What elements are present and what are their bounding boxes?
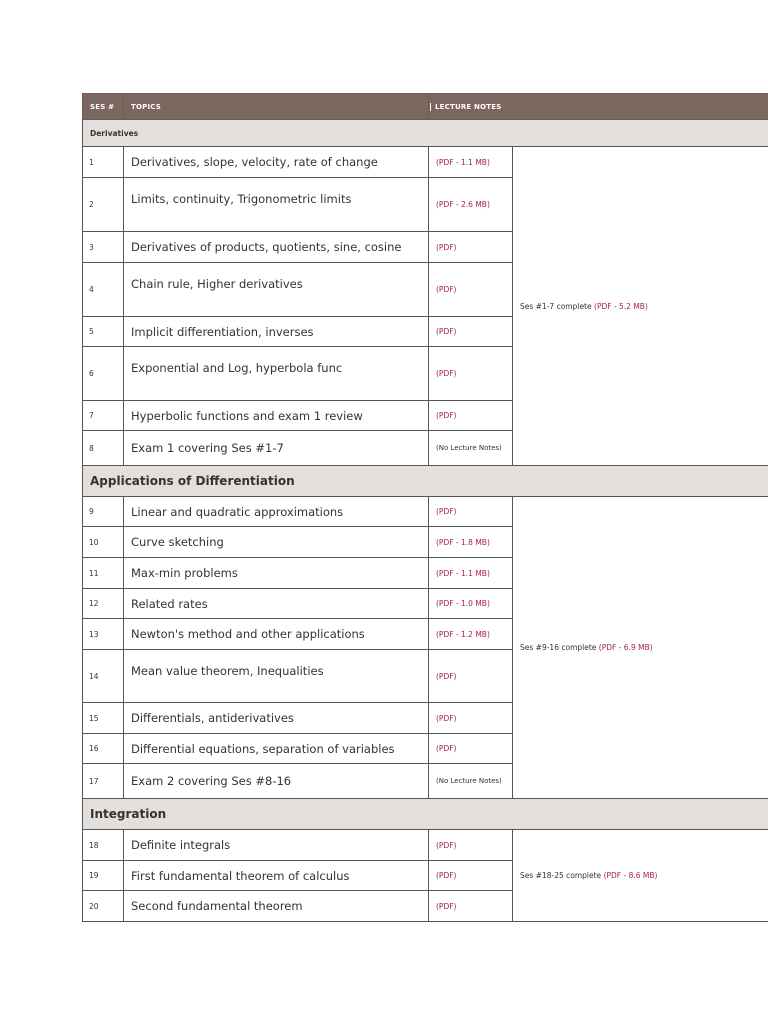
lecture-notes-link[interactable]: (PDF) xyxy=(429,317,513,347)
table-row xyxy=(83,497,768,527)
table-header-row xyxy=(83,94,768,120)
header-topics: TOPICS xyxy=(124,94,429,120)
session-number: 12 xyxy=(83,589,124,619)
section-summary xyxy=(513,830,768,922)
session-topic: Exponential and Log, hyperbola func xyxy=(124,347,429,401)
session-topic: Linear and quadratic approximations xyxy=(124,497,429,527)
session-topic: Exam 1 covering Ses #1-7 xyxy=(124,431,429,466)
session-number: 1 xyxy=(83,147,124,178)
session-topic: Chain rule, Higher derivatives xyxy=(124,263,429,317)
table-row xyxy=(83,830,768,861)
session-number: 5 xyxy=(83,317,124,347)
lecture-notes-link[interactable]: (PDF) xyxy=(429,703,513,734)
lecture-notes-link[interactable]: (PDF) xyxy=(429,263,513,317)
session-topic: Related rates xyxy=(124,589,429,619)
session-topic: Newton's method and other applications xyxy=(124,619,429,650)
lecture-notes-link[interactable]: (PDF) xyxy=(429,232,513,263)
summary-text: Ses #9-16 complete xyxy=(520,643,597,652)
section-summary xyxy=(513,147,768,466)
lecture-notes-link[interactable]: (PDF - 1.1 MB) xyxy=(429,558,513,589)
summary-pdf-link[interactable]: (PDF - 8.6 MB) xyxy=(603,871,658,880)
table-row xyxy=(83,147,768,178)
lecture-notes-link[interactable]: (PDF - 1.2 MB) xyxy=(429,619,513,650)
session-number: 7 xyxy=(83,401,124,431)
header-ses: SES # xyxy=(83,94,124,120)
session-topic: Curve sketching xyxy=(124,527,429,558)
lecture-notes-link[interactable]: (PDF - 1.8 MB) xyxy=(429,527,513,558)
summary-pdf-link[interactable]: (PDF - 5.2 MB) xyxy=(594,301,648,311)
session-number: 17 xyxy=(83,764,124,799)
lecture-notes-link[interactable]: (PDF) xyxy=(429,650,513,703)
section-row-integration xyxy=(83,799,768,830)
session-topic: Definite integrals xyxy=(124,830,429,861)
session-topic: Hyperbolic functions and exam 1 review xyxy=(124,401,429,431)
session-number: 6 xyxy=(83,347,124,401)
session-topic: Differentials, antiderivatives xyxy=(124,703,429,734)
session-topic: Implicit differentiation, inverses xyxy=(124,317,429,347)
summary-text: Ses #1-7 complete xyxy=(520,301,592,311)
session-number: 3 xyxy=(83,232,124,263)
lecture-notes-table xyxy=(82,93,768,922)
header-blank xyxy=(513,94,768,120)
section-row-applications xyxy=(83,466,768,497)
session-topic: Limits, continuity, Trigonometric limits xyxy=(124,178,429,232)
session-number: 13 xyxy=(83,619,124,650)
session-number: 2 xyxy=(83,178,124,232)
lecture-notes-link[interactable]: (PDF - 2.6 MB) xyxy=(429,178,513,232)
lecture-notes-link[interactable]: (PDF - 1.0 MB) xyxy=(429,589,513,619)
lecture-notes-link[interactable]: (PDF) xyxy=(429,891,513,922)
session-number: 4 xyxy=(83,263,124,317)
session-number: 15 xyxy=(83,703,124,734)
session-number: 20 xyxy=(83,891,124,922)
summary-pdf-link[interactable]: (PDF - 6.9 MB) xyxy=(598,643,653,652)
lecture-notes-link[interactable]: (PDF) xyxy=(429,830,513,861)
lecture-notes-link[interactable]: (PDF) xyxy=(429,734,513,764)
header-lecture-notes-label: LECTURE NOTES xyxy=(430,103,501,111)
session-number: 10 xyxy=(83,527,124,558)
session-topic: Exam 2 covering Ses #8-16 xyxy=(124,764,429,799)
lecture-notes-link[interactable]: (PDF - 1.1 MB) xyxy=(429,147,513,178)
section-title: Derivatives xyxy=(83,120,768,147)
section-row-derivatives xyxy=(83,120,768,147)
session-number: 18 xyxy=(83,830,124,861)
session-topic: Differential equations, separation of variables xyxy=(124,734,429,764)
session-number: 9 xyxy=(83,497,124,527)
lecture-notes-link[interactable]: (PDF) xyxy=(429,497,513,527)
lecture-notes-link[interactable]: (PDF) xyxy=(429,861,513,891)
session-number: 14 xyxy=(83,650,124,703)
session-number: 11 xyxy=(83,558,124,589)
section-summary xyxy=(513,497,768,799)
session-topic: Second fundamental theorem xyxy=(124,891,429,922)
lecture-notes-status: (No Lecture Notes) xyxy=(429,764,513,799)
header-lecture-notes xyxy=(429,94,513,120)
session-number: 8 xyxy=(83,431,124,466)
lecture-notes-status: (No Lecture Notes) xyxy=(429,431,513,466)
session-topic: Derivatives, slope, velocity, rate of change xyxy=(124,147,429,178)
lecture-notes-link[interactable]: (PDF) xyxy=(429,401,513,431)
session-topic: Derivatives of products, quotients, sine, cosine xyxy=(124,232,429,263)
session-number: 16 xyxy=(83,734,124,764)
session-topic: First fundamental theorem of calculus xyxy=(124,861,429,891)
section-title: Integration xyxy=(83,799,768,830)
session-number: 19 xyxy=(83,861,124,891)
session-topic: Mean value theorem, Inequalities xyxy=(124,650,429,703)
session-topic: Max-min problems xyxy=(124,558,429,589)
section-title: Applications of Differentiation xyxy=(83,466,768,497)
summary-text: Ses #18-25 complete xyxy=(520,871,602,880)
lecture-notes-link[interactable]: (PDF) xyxy=(429,347,513,401)
